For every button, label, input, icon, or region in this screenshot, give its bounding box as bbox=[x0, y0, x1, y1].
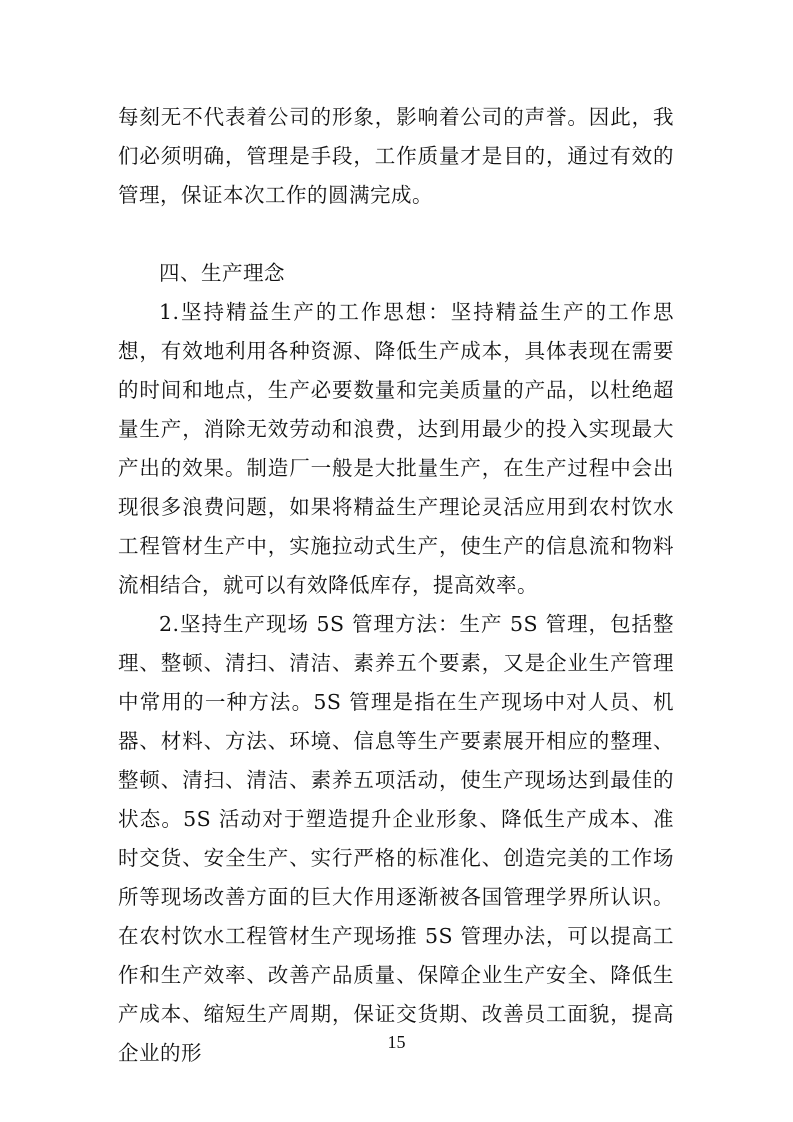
paragraph-5s-management: 2.坚持生产现场 5S 管理方法：生产 5S 管理，包括整理、整顿、清扫、清洁、素养五个要素，又是企业生产管理中常用的一种方法。5S 管理是指在生产现场中对人员、机器、材料、方法、环境、信息等生产要素展开相应的整理、整顿、清扫、清洁、素养五项活动，使生产现场达到最佳的状态。5S 活动对于塑造提升企业形象、降低生产成本、准时交货、安全生产、实行严格的标准化、创造完美的工作场所等现场改善方面的巨大作用逐渐被各国管理学界所认识。在农村饮水工程管材生产现场推 5S 管理办法，可以提高工作和生产效率、改善产品质量、保障企业生产安全、降低生产成本、缩短生产周期，保证交货期、改善员工面貌，提高企业的形 bbox=[118, 612, 674, 1065]
section-heading: 四、生产理念 bbox=[159, 261, 285, 285]
paragraph-lean-production: 1.坚持精益生产的工作思想：坚持精益生产的工作思想，有效地利用各种资源、降低生产成本，具体表现在需要的时间和地点，生产必要数量和完美质量的产品，以杜绝超量生产，消除无效劳动和浪费，达到用最少的投入实现最大产出的效果。制造厂一般是大批量生产，在生产过程中会出现很多浪费问题，如果将精益生产理论灵活应用到农村饮水工程管材生产中，实施拉动式生产，使生产的信息流和物料流相结合，就可以有效降低库存，提高效率。 bbox=[118, 300, 674, 597]
page-body bbox=[118, 98, 674, 1073]
page-number: 15 bbox=[387, 1032, 406, 1052]
continuation-paragraph: 每刻无不代表着公司的形象，影响着公司的声誉。因此，我们必须明确，管理是手段，工作质量才是目的，通过有效的管理，保证本次工作的圆满完成。 bbox=[118, 105, 674, 207]
paragraph-spacer bbox=[118, 215, 674, 254]
